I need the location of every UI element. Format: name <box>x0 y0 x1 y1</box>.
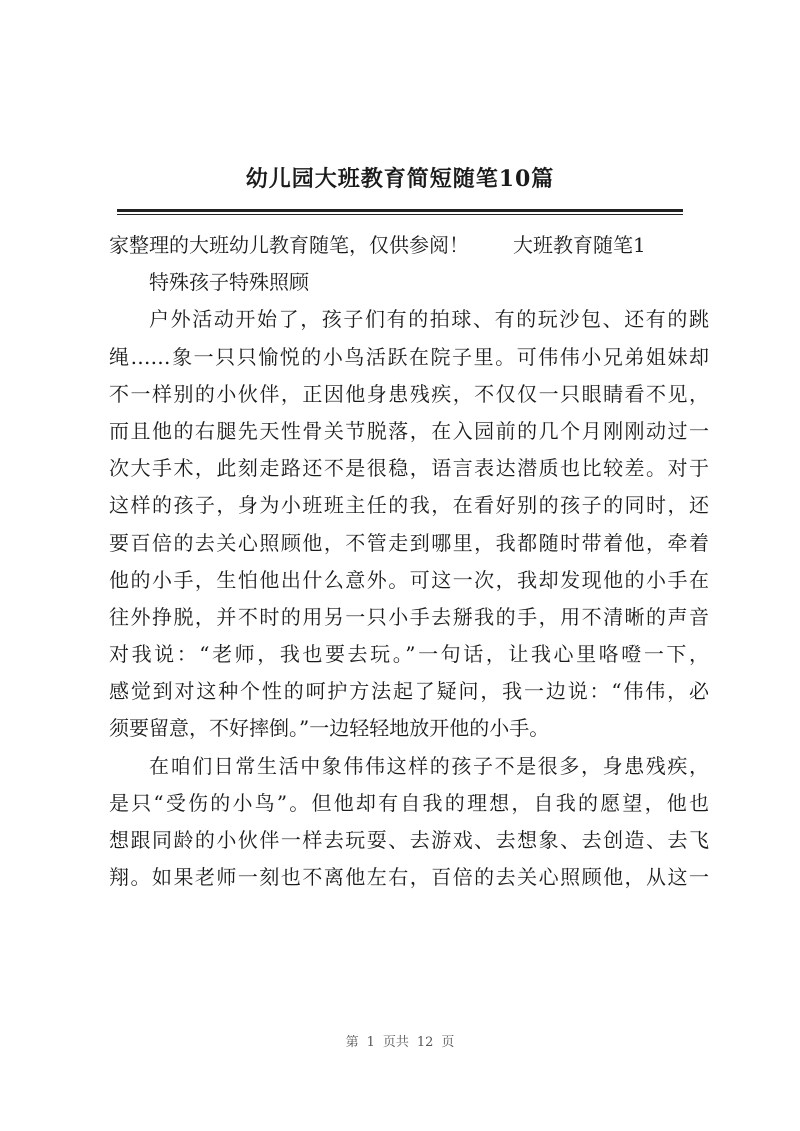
paragraph1-line: 这样的孩子，身为小班班主任的我，在看好别的孩子的同时，还 <box>109 493 709 518</box>
paragraph2-line: 是只“受伤的小鸟”。但他却有自我的理想，自我的愿望，他也 <box>109 790 709 815</box>
paragraph1-line: 户外活动开始了，孩子们有的拍球、有的玩沙包、还有的跳 <box>149 307 709 332</box>
paragraph2-line: 在咱们日常生活中象伟伟这样的孩子不是很多，身患残疾， <box>149 753 709 778</box>
footer-total-pages: 12 <box>416 1035 434 1050</box>
paragraph1-line: 不一样别的小伙伴，正因他身患残疾，不仅仅一只眼睛看不见， <box>109 381 709 406</box>
footer-page-mid: 页共 <box>382 1035 409 1050</box>
paragraph1-line: 绳……象一只只愉悦的小鸟活跃在院子里。可伟伟小兄弟姐妹却 <box>109 344 709 369</box>
document-body <box>109 227 709 896</box>
document-title: 幼儿园大班教育简短随笔10篇 <box>245 166 555 192</box>
paragraph1-line: 往外挣脱，并不时的用另一只小手去掰我的手，用不清晰的声音 <box>109 604 709 629</box>
paragraph1-line: 而且他的右腿先天性骨关节脱落，在入园前的几个月刚刚动过一 <box>109 418 709 443</box>
paragraph1-line: 次大手术，此刻走路还不是很稳，语言表达潜质也比较差。对于 <box>109 456 709 481</box>
footer-page-suffix: 页 <box>441 1035 455 1050</box>
paragraph1-line: 他的小手，生怕他出什么意外。可这一次，我却发现他的小手在 <box>109 567 709 592</box>
footer-page-number: 1 <box>366 1035 375 1050</box>
first-section-label: 大班教育随笔1 <box>513 233 646 257</box>
paragraph1-line: 要百倍的去关心照顾他，不管走到哪里，我都随时带着他，牵着 <box>109 530 709 555</box>
intro-text: 家整理的大班幼儿教育随笔，仅供参阅！ <box>109 233 469 257</box>
page-footer <box>0 1031 800 1050</box>
footer-page-prefix: 第 <box>345 1035 359 1050</box>
paragraph1-line: 感觉到对这种个性的呵护方法起了疑问，我一边说：“伟伟，必 <box>109 679 709 704</box>
title-rule-thin <box>117 214 683 215</box>
title-rule-thick <box>117 209 683 212</box>
paragraph1-line: 对我说：“老师，我也要去玩。”一句话，让我心里咯噔一下， <box>109 642 709 667</box>
section-heading: 特殊孩子特殊照顾 <box>149 270 309 295</box>
intro-line <box>109 227 709 264</box>
paragraph2-line: 翔。如果老师一刻也不离他左右，百倍的去关心照顾他，从这一 <box>109 865 709 890</box>
paragraph1-line: 须要留意，不好摔倒。”一边轻轻地放开他的小手。 <box>109 716 550 741</box>
paragraph2-line: 想跟同龄的小伙伴一样去玩耍、去游戏、去想象、去创造、去飞 <box>109 828 709 852</box>
